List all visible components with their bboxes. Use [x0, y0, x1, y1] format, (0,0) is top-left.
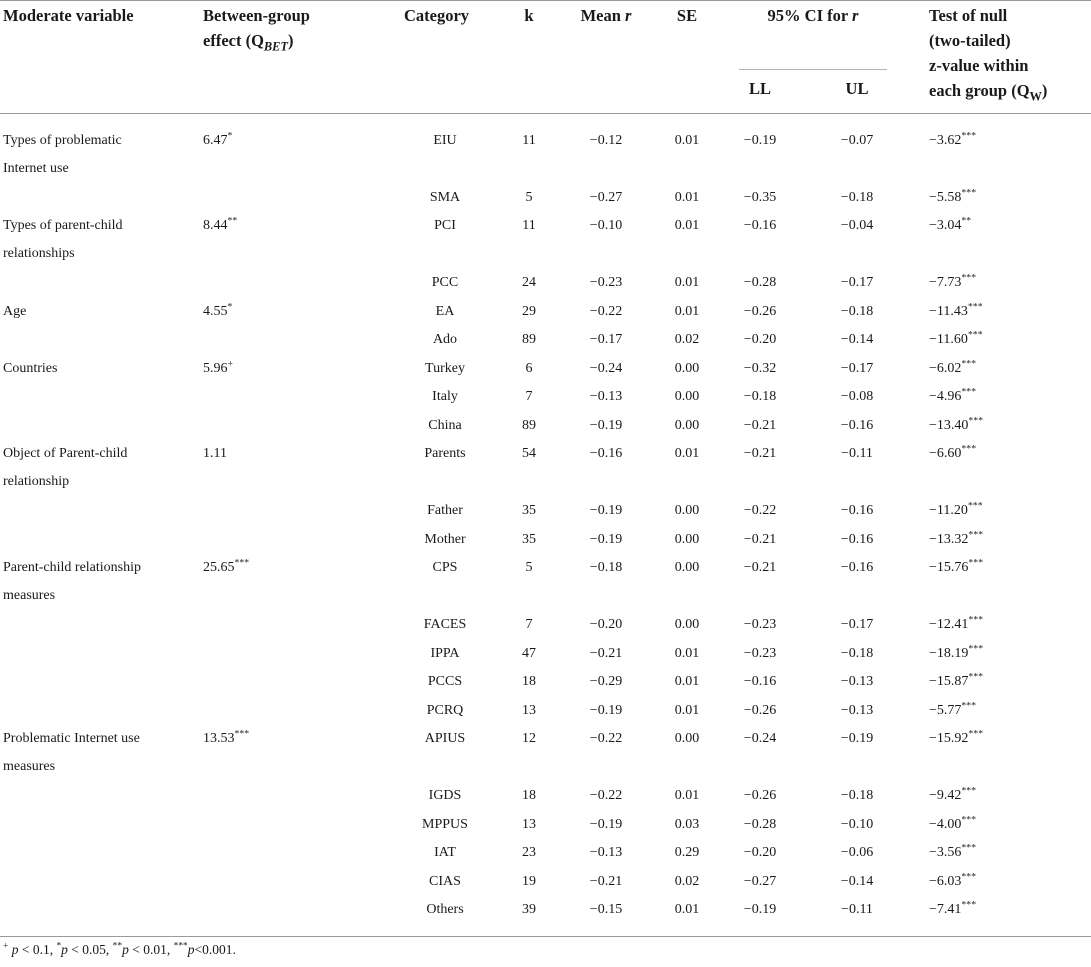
cell-category: EA — [435, 304, 455, 319]
cell-se: 0.00 — [674, 617, 700, 632]
header-moderate-variable: Moderate variable — [3, 6, 134, 25]
cell-category: FACES — [423, 617, 467, 632]
cell-ll: −0.20 — [743, 332, 777, 347]
cell-ul: −0.19 — [840, 731, 874, 746]
cell-ll: −0.19 — [743, 133, 777, 148]
cell-se: 0.01 — [674, 703, 700, 718]
cell-ul: −0.06 — [840, 845, 874, 860]
cell-mean-r: −0.23 — [589, 275, 623, 290]
cell-ll: −0.21 — [743, 446, 777, 461]
cell-se: 0.01 — [674, 902, 700, 917]
cell-se: 0.01 — [674, 646, 700, 661]
cell-mean-r: −0.21 — [589, 646, 623, 661]
cell-k: 47 — [522, 646, 536, 661]
cell-z-value: −15.87*** — [929, 671, 984, 689]
cell-se: 0.01 — [674, 275, 700, 290]
cell-k: 18 — [522, 674, 536, 689]
table-bottom-rule — [0, 936, 1091, 937]
cell-k: 7 — [525, 389, 533, 404]
cell-mean-r: −0.13 — [589, 845, 623, 860]
cell-mean-r: −0.21 — [589, 874, 623, 889]
ci-header-rule — [739, 69, 887, 70]
cell-category: IGDS — [428, 788, 462, 803]
cell-se: 0.03 — [674, 817, 700, 832]
cell-k: 89 — [522, 332, 536, 347]
cell-category: SMA — [429, 190, 461, 205]
header-ci: 95% CI for r — [767, 6, 859, 25]
cell-ul: −0.07 — [840, 133, 874, 148]
cell-k: 18 — [522, 788, 536, 803]
cell-mean-r: −0.16 — [589, 446, 623, 461]
group-label: Types of problematic Internet use — [3, 133, 122, 176]
cell-z-value: −11.20*** — [929, 500, 983, 518]
cell-ul: −0.04 — [840, 218, 874, 233]
cell-ll: −0.32 — [743, 361, 777, 376]
cell-ll: −0.21 — [743, 560, 777, 575]
cell-mean-r: −0.19 — [589, 703, 623, 718]
header-category: Category — [404, 6, 470, 25]
cell-se: 0.01 — [674, 674, 700, 689]
cell-ul: −0.16 — [840, 418, 874, 433]
cell-category: PCI — [434, 218, 456, 233]
cell-ll: −0.23 — [743, 617, 777, 632]
cell-mean-r: −0.18 — [589, 560, 623, 575]
group-label: Object of Parent-child relationship — [3, 446, 128, 489]
cell-ul: −0.11 — [841, 902, 873, 917]
cell-category: IAT — [434, 845, 456, 860]
cell-category: EIU — [433, 133, 457, 148]
cell-se: 0.00 — [674, 361, 700, 376]
cell-mean-r: −0.27 — [589, 190, 623, 205]
cell-k: 24 — [522, 275, 536, 290]
cell-ul: −0.13 — [840, 703, 874, 718]
cell-mean-r: −0.19 — [589, 817, 623, 832]
cell-z-value: −13.32*** — [929, 529, 984, 547]
group-label: Countries — [3, 361, 58, 376]
cell-se: 0.02 — [674, 332, 700, 347]
cell-mean-r: −0.19 — [589, 532, 623, 547]
cell-category: CPS — [432, 560, 458, 575]
cell-category: PCRQ — [426, 703, 464, 718]
cell-category: PCC — [431, 275, 459, 290]
cell-z-value: −7.73*** — [929, 272, 977, 290]
cell-ll: −0.28 — [743, 817, 777, 832]
cell-ll: −0.27 — [743, 874, 777, 889]
cell-mean-r: −0.12 — [589, 133, 623, 148]
header-ul: UL — [845, 79, 869, 98]
cell-ll: −0.21 — [743, 418, 777, 433]
cell-z-value: −4.96*** — [929, 386, 977, 404]
cell-z-value: −5.58*** — [929, 187, 977, 205]
group-qbet: 1.11 — [203, 446, 227, 461]
cell-se: 0.01 — [674, 133, 700, 148]
group-qbet: 4.55* — [203, 301, 233, 319]
cell-ll: −0.26 — [743, 304, 777, 319]
cell-ul: −0.14 — [840, 332, 874, 347]
cell-z-value: −3.62*** — [929, 130, 977, 148]
cell-se: 0.00 — [674, 389, 700, 404]
cell-category: MPPUS — [422, 817, 468, 832]
cell-k: 7 — [525, 617, 533, 632]
group-qbet: 25.65*** — [203, 557, 250, 575]
cell-k: 19 — [522, 874, 536, 889]
cell-ll: −0.26 — [743, 703, 777, 718]
cell-category: Ado — [432, 332, 458, 347]
cell-mean-r: −0.13 — [589, 389, 623, 404]
group-qbet: 5.96+ — [203, 358, 234, 376]
header-mean-r: Mean r — [580, 6, 632, 25]
cell-ll: −0.26 — [743, 788, 777, 803]
cell-ll: −0.22 — [743, 503, 777, 518]
group-label: Problematic Internet use measures — [3, 731, 140, 774]
group-qbet: 8.44** — [203, 215, 238, 233]
cell-ul: −0.11 — [841, 446, 873, 461]
cell-k: 13 — [522, 703, 536, 718]
cell-k: 12 — [522, 731, 536, 746]
group-label: Age — [3, 304, 27, 319]
cell-ll: −0.21 — [743, 532, 777, 547]
cell-category: Others — [426, 902, 464, 917]
cell-z-value: −15.76*** — [929, 557, 984, 575]
header-k: k — [524, 6, 534, 25]
cell-z-value: −3.56*** — [929, 842, 977, 860]
cell-category: CIAS — [429, 874, 461, 889]
cell-se: 0.01 — [674, 446, 700, 461]
header-ll: LL — [748, 79, 772, 98]
cell-ul: −0.18 — [840, 788, 874, 803]
header-test-of-null: Test of null (two-tailed) z-value within each group $(Q_W)$ — [929, 6, 1048, 104]
header-between-group: Between-group effect $(Q_{BET})$ — [203, 6, 310, 54]
cell-ul: −0.18 — [840, 304, 874, 319]
cell-k: 13 — [522, 817, 536, 832]
cell-z-value: −9.42*** — [929, 785, 977, 803]
cell-ul: −0.08 — [840, 389, 874, 404]
cell-ul: −0.16 — [840, 532, 874, 547]
cell-k: 23 — [522, 845, 536, 860]
table-footnote: + p < 0.1, *p < 0.05, **p < 0.01, ***p<0.001. — [3, 941, 236, 957]
cell-ll: −0.35 — [743, 190, 777, 205]
cell-mean-r: −0.19 — [589, 418, 623, 433]
cell-k: 29 — [522, 304, 536, 319]
cell-category: China — [428, 418, 462, 433]
cell-z-value: −11.43*** — [929, 301, 983, 319]
cell-ll: −0.28 — [743, 275, 777, 290]
cell-mean-r: −0.22 — [589, 731, 623, 746]
cell-k: 54 — [522, 446, 536, 461]
cell-k: 39 — [522, 902, 536, 917]
cell-se: 0.00 — [674, 418, 700, 433]
cell-z-value: −4.00*** — [929, 814, 977, 832]
cell-se: 0.00 — [674, 731, 700, 746]
cell-z-value: −3.04** — [929, 215, 972, 233]
cell-ul: −0.18 — [840, 190, 874, 205]
cell-se: 0.00 — [674, 532, 700, 547]
cell-ul: −0.13 — [840, 674, 874, 689]
cell-ll: −0.16 — [743, 218, 777, 233]
cell-ll: −0.23 — [743, 646, 777, 661]
cell-ll: −0.24 — [743, 731, 777, 746]
cell-k: 6 — [525, 361, 533, 376]
cell-k: 5 — [525, 190, 533, 205]
cell-ul: −0.17 — [840, 361, 874, 376]
cell-ul: −0.17 — [840, 275, 874, 290]
cell-category: IPPA — [430, 646, 460, 661]
table-top-rule — [0, 0, 1091, 1]
cell-ll: −0.16 — [743, 674, 777, 689]
cell-category: Father — [427, 503, 463, 518]
cell-k: 35 — [522, 503, 536, 518]
cell-ul: −0.14 — [840, 874, 874, 889]
cell-se: 0.02 — [674, 874, 700, 889]
cell-category: Mother — [424, 532, 466, 547]
cell-ul: −0.16 — [840, 503, 874, 518]
cell-category: Parents — [424, 446, 466, 461]
cell-z-value: −15.92*** — [929, 728, 984, 746]
cell-se: 0.00 — [674, 503, 700, 518]
cell-z-value: −11.60*** — [929, 329, 983, 347]
cell-mean-r: −0.15 — [589, 902, 623, 917]
cell-k: 11 — [522, 218, 536, 233]
cell-mean-r: −0.10 — [589, 218, 623, 233]
header-bottom-rule — [0, 113, 1091, 114]
cell-mean-r: −0.17 — [589, 332, 623, 347]
cell-category: PCCS — [427, 674, 463, 689]
cell-category: Italy — [432, 389, 458, 404]
cell-ul: −0.10 — [840, 817, 874, 832]
cell-mean-r: −0.20 — [589, 617, 623, 632]
group-label: Parent-child relationship measures — [3, 560, 142, 603]
cell-se: 0.01 — [674, 218, 700, 233]
cell-z-value: −6.60*** — [929, 443, 977, 461]
group-qbet: 6.47* — [203, 130, 233, 148]
cell-mean-r: −0.29 — [589, 674, 623, 689]
cell-z-value: −5.77*** — [929, 700, 977, 718]
cell-se: 0.00 — [674, 560, 700, 575]
cell-z-value: −6.03*** — [929, 871, 977, 889]
cell-se: 0.01 — [674, 788, 700, 803]
cell-mean-r: −0.19 — [589, 503, 623, 518]
cell-k: 11 — [522, 133, 536, 148]
cell-mean-r: −0.22 — [589, 304, 623, 319]
cell-se: 0.01 — [674, 190, 700, 205]
cell-ll: −0.18 — [743, 389, 777, 404]
cell-ll: −0.20 — [743, 845, 777, 860]
cell-ul: −0.16 — [840, 560, 874, 575]
cell-ul: −0.18 — [840, 646, 874, 661]
cell-z-value: −18.19*** — [929, 643, 984, 661]
cell-z-value: −6.02*** — [929, 358, 977, 376]
cell-se: 0.01 — [674, 304, 700, 319]
cell-se: 0.29 — [674, 845, 700, 860]
cell-ll: −0.19 — [743, 902, 777, 917]
cell-ul: −0.17 — [840, 617, 874, 632]
cell-k: 5 — [525, 560, 533, 575]
cell-z-value: −13.40*** — [929, 415, 984, 433]
cell-z-value: −7.41*** — [929, 899, 977, 917]
cell-mean-r: −0.24 — [589, 361, 623, 376]
header-se: SE — [676, 6, 698, 25]
cell-category: APIUS — [424, 731, 466, 746]
cell-category: Turkey — [425, 361, 465, 376]
cell-z-value: −12.41*** — [929, 614, 984, 632]
cell-k: 35 — [522, 532, 536, 547]
cell-k: 89 — [522, 418, 536, 433]
group-label: Types of parent-child relationships — [3, 218, 123, 261]
group-qbet: 13.53*** — [203, 728, 250, 746]
cell-mean-r: −0.22 — [589, 788, 623, 803]
